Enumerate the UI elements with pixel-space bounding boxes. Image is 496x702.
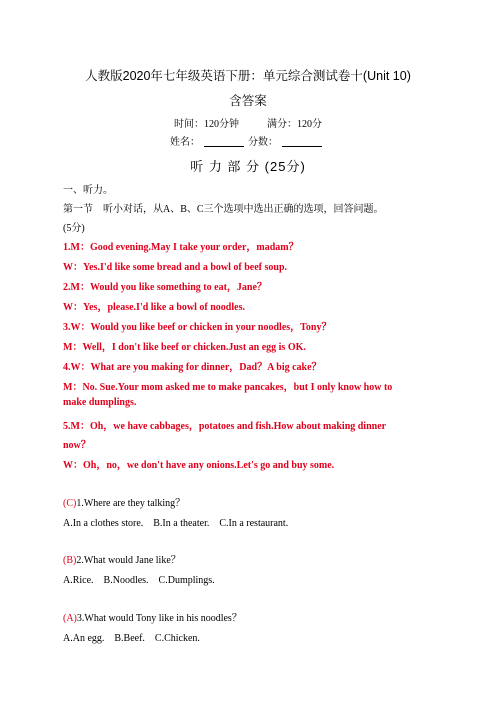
transcript-line: M：No. Sue.Your mom asked me to make pancakes，but I only know how to bbox=[63, 382, 393, 393]
question-text: 1.Where are they talking？ bbox=[76, 498, 186, 509]
answer-label: (B) bbox=[63, 555, 77, 566]
question-text: 3.What would Tony like in his noodles？ bbox=[76, 613, 242, 624]
instruction-line: (5分) bbox=[63, 223, 85, 234]
instruction-line: 第一节 听小对话，从A、B、C三个选项中选出正确的选项，回答问题。 bbox=[63, 204, 384, 215]
options-line: A.An egg. B.Beef. C.Chicken. bbox=[63, 633, 200, 644]
score-label: 满分：120分 bbox=[267, 119, 322, 130]
options-line: A.Rice. B.Noodles. C.Dumplings. bbox=[63, 575, 215, 586]
section-title: 听 力 部 分 (25分) bbox=[190, 159, 306, 174]
answer-label: (C) bbox=[63, 498, 77, 509]
options-line: A.In a clothes store. B.In a theater. C.In a restaurant. bbox=[63, 518, 289, 529]
transcript-line: W：Oh，no，we don't have any onions.Let's go and buy some. bbox=[63, 460, 335, 471]
transcript-line: 5.M：Oh，we have cabbages，potatoes and fish.How about making dinner bbox=[63, 421, 387, 432]
part-heading: 一、听力。 bbox=[63, 185, 113, 196]
transcript-line: W：Yes.I'd like some bread and a bowl of beef soup. bbox=[63, 262, 288, 273]
name-blank bbox=[204, 136, 244, 147]
transcript-line: 2.M：Would you like something to eat，Jane？ bbox=[63, 282, 267, 293]
document-subtitle: 含答案 bbox=[229, 94, 267, 108]
name-label: 姓名： bbox=[170, 137, 200, 148]
transcript-line: 1.M：Good evening.May I take your order，madam？ bbox=[63, 242, 299, 253]
document-title: 人教版2020年七年级英语下册：单元综合测试卷十(Unit 10) bbox=[85, 69, 411, 83]
exam-info bbox=[0, 115, 496, 130]
question-line bbox=[63, 494, 185, 509]
question-line bbox=[63, 609, 242, 624]
answer-label: (A) bbox=[63, 613, 77, 624]
transcript-line: W：Yes，please.I'd like a bowl of noodles. bbox=[63, 302, 245, 313]
points-blank bbox=[282, 136, 322, 147]
transcript-line: 3.W：Would you like beef or chicken in your noodles，Tony？ bbox=[63, 322, 332, 333]
points-label: 分数： bbox=[248, 137, 278, 148]
transcript-line: now？ bbox=[63, 440, 91, 451]
time-label: 时间：120分钟 bbox=[174, 119, 239, 130]
student-info bbox=[0, 133, 496, 148]
question-text: 2.What would Jane like？ bbox=[76, 555, 181, 566]
transcript-line: M：Well，I don't like beef or chicken.Just an egg is OK. bbox=[63, 342, 306, 353]
transcript-line: 4.W：What are you making for dinner，Dad？A big cake？ bbox=[63, 362, 322, 373]
question-line bbox=[63, 551, 181, 566]
transcript-line: make dumplings. bbox=[63, 397, 137, 408]
